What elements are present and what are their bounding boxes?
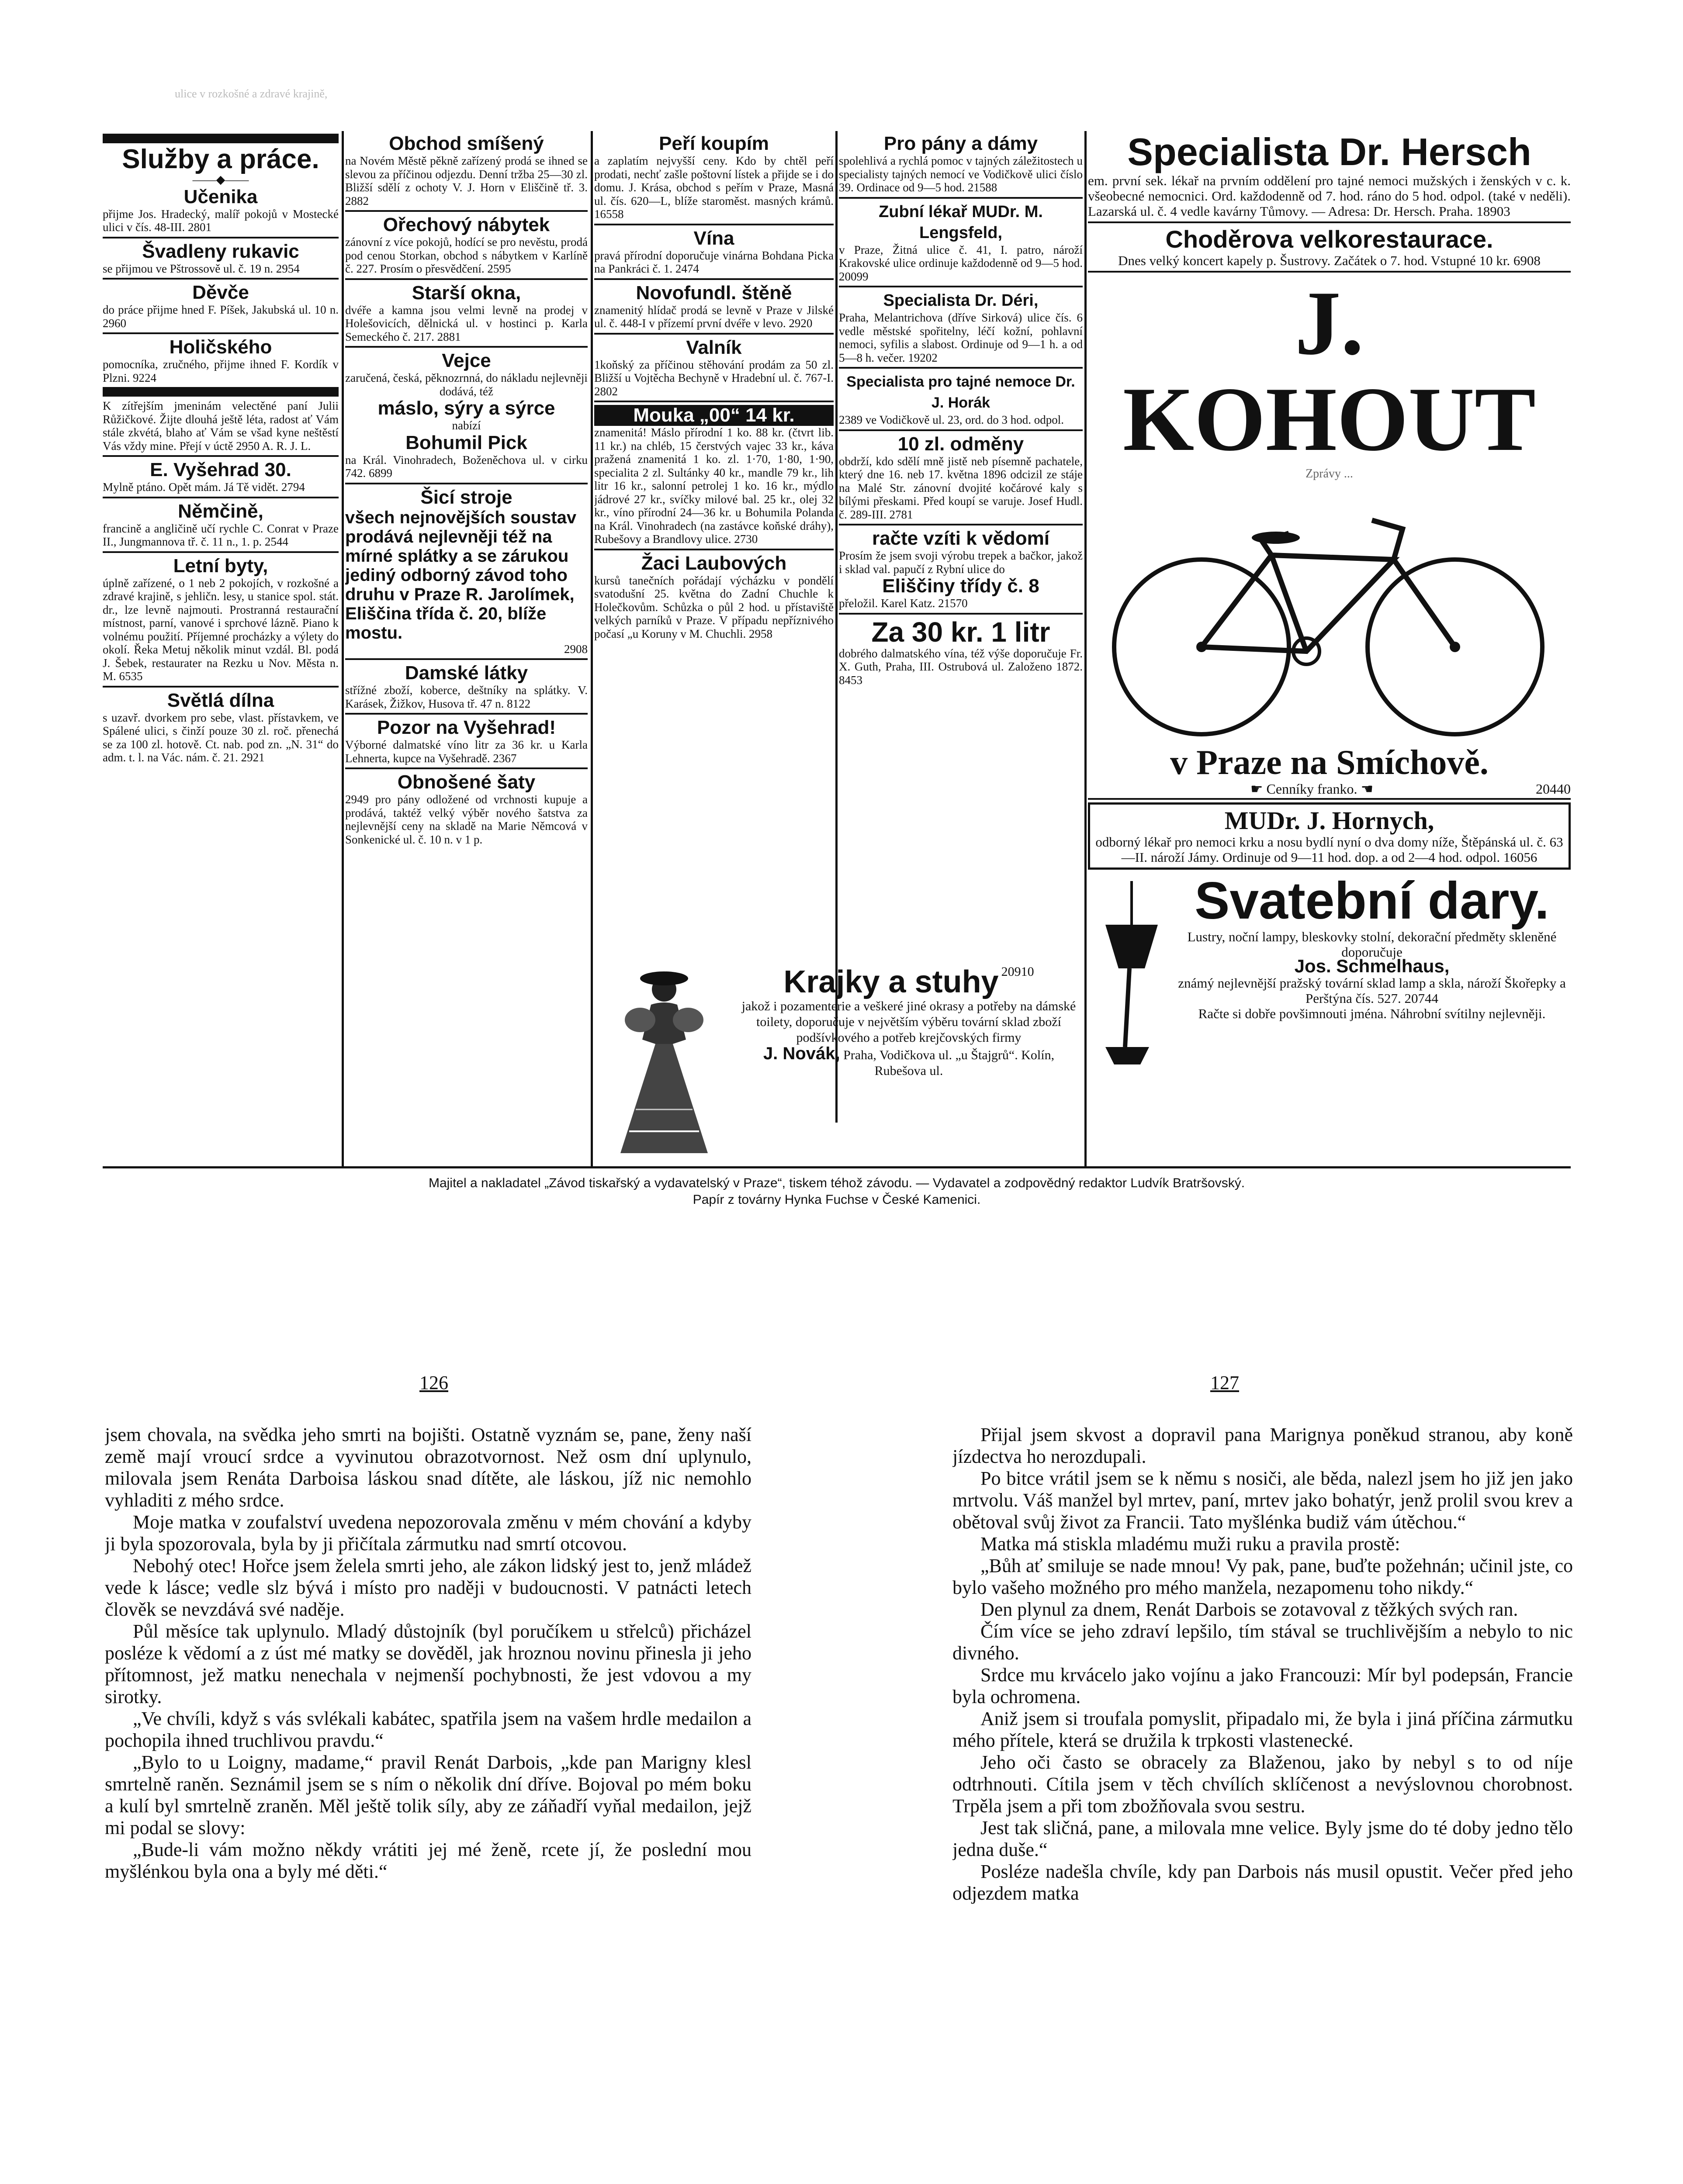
ad-heading: 10 zl. odměny bbox=[897, 433, 1024, 455]
ad-text: spolehlivá a rychlá pomoc v tajných záležitostech u specialisty tajných nemocí ve Vodičkově ulici číslo 39. Ordinace od 9—5 hod. 21588 bbox=[839, 154, 1083, 194]
ad-text: na Král. Vinohradech, Boženěchova ul. v cirku 742. 6899 bbox=[345, 453, 588, 480]
bottom-rule bbox=[103, 1166, 1571, 1168]
ad-text: francině a angličině učí rychle C. Conrat v Praze II., Jungmannova tř. č. 11 n., 1. p. 2544 bbox=[103, 522, 339, 548]
ad-text: znamenitý hlídač prodá se levně v Praze v Jilské ul. č. 448-I v přízemí první dvéře v levo. 2920 bbox=[594, 303, 834, 330]
bicycle-illustration bbox=[1088, 481, 1569, 743]
ad-heading: Peří koupím bbox=[659, 133, 769, 154]
price-list: Cenníky franko. bbox=[1266, 781, 1357, 797]
column-purchase-ads bbox=[594, 133, 834, 950]
page-number-left: 126 bbox=[419, 1372, 448, 1393]
paragraph: „Ve chvíli, když s vás svlékali kabátec, spatřila jsem na vašem hrdle medailon a pochopila ihned truchlivou pravdu.“ bbox=[105, 1708, 751, 1751]
ad-text: 2908 bbox=[564, 642, 588, 656]
paragraph: Aniž jsem si troufala pomyslit, připadalo mi, že byla i jiná příčina zármutku mého přítele, která se družila k trpkosti vlastenecké. bbox=[952, 1708, 1573, 1751]
ad-text: Lustry, noční lampy, bleskovky stolní, dekorační předměty skleněné doporučuje bbox=[1187, 929, 1557, 960]
ad-text: zaručená, česká, pěknozrnná, do nákladu nejlevněji dodává, též bbox=[345, 371, 588, 398]
ad-heading: Holičského bbox=[169, 336, 272, 358]
ad-text: znamenitá! Máslo přírodní 1 ko. 88 kr. (čtvrt lib. 11 kr.) na chléb, 15 čerstvých vajec 33 kr., káva pražená znamenitá 1 ko. zl. 1·70, 1·80, 1·90, specialita 2 zl. Sultánky 40 kr., mandle 79 kr., lih litr 16 kr., salonní petrolej 1 ko. 16 kr., mýdlo jádrové 27 kr., svíčky milové bal. 25 kr., olej 32 kr., víno přírodní 24—36 kr. u Bohumila Polanda na Král. Vinohradech (na zastávce koňské dráhy), Rubešovy a Brandlovy ulice. 2730 bbox=[594, 426, 834, 546]
ad-heading: Letní byty, bbox=[173, 555, 268, 577]
column-rule bbox=[342, 131, 344, 1166]
ad-number: 20440 bbox=[1536, 781, 1571, 797]
book-page-right bbox=[952, 1424, 1573, 2184]
ad-subtitle: Zprávy ... bbox=[1306, 467, 1353, 480]
header-fragment: ulice v rozkošné a zdravé krajině, bbox=[175, 87, 328, 100]
ad-text: v Praze, Žitná ulice č. 41, I. patro, nároží Krakovské ulice ordinuje každodenně od 9—5 hod. 20099 bbox=[839, 243, 1083, 283]
ad-text: Výborné dalmatské víno litr za 36 kr. u Karla Lehnerta, kupce na Vyšehradě. 2367 bbox=[345, 738, 588, 765]
paragraph: „Bylo to u Loigny, madame,“ pravil Renát Darbois, „kde pan Marigny klesl smrtelně raněn. Seznámil jsem se s ním o několik dní dříve. Bojoval po mém boku a kulí byl smrtelně zraněn. Měl ještě tolik síly, aby ze záňadří vyňal medailon, jejž mi podal se slovy: bbox=[105, 1752, 751, 1838]
ad-heading: Němčině, bbox=[178, 500, 263, 522]
column-rule bbox=[1084, 131, 1087, 1166]
ad-krajky bbox=[594, 965, 1083, 1162]
ad-title: J. KOHOUT bbox=[1122, 273, 1536, 470]
ad-text: K zítřejším jmeninám velectěné paní Julii Růžičkové. Žijte dlouhá ještě léta, radost ať Vám stále zkvétá, blaho ať Vám se všad kyne neštěstí Vás vždy mine. Přejí v úctě 2950 A. R. J. L. bbox=[103, 399, 339, 453]
ad-text: 2389 ve Vodičkově ul. 23, ord. do 3 hod. odpol. bbox=[839, 413, 1064, 426]
ad-heading: Šicí stroje bbox=[420, 486, 513, 508]
ad-heading: Zubní lékař MUDr. M. Lengsfeld, bbox=[879, 202, 1043, 242]
ad-heading: Vína bbox=[693, 227, 734, 249]
ad-heading: všech nejnovějších soustav prodává nejlevněji též na mírné splátky a se zárukou jediný odborný závod toho druhu v Praze R. Jarolímek, Eliščina třída č. 20, blíže mostu. bbox=[345, 508, 577, 643]
lady-illustration bbox=[599, 965, 730, 1158]
heavy-rule bbox=[103, 134, 339, 143]
section-title: Služby a práce. bbox=[122, 144, 319, 174]
ad-text: dobrého dalmatského vína, též výše doporučuje Fr. X. Guth, Praha, III. Ostrubová ul. Založeno 1872. 8453 bbox=[839, 646, 1083, 687]
ad-text: zánovní z více pokojů, hodící se pro nevěstu, prodá pod cenou Storkan, obchod s nábytkem v Karlíně č. 227. Prosím o přesvědčení. 2595 bbox=[345, 235, 588, 275]
paragraph: Matka má stiskla mladému muži ruku a pravila prostě: bbox=[980, 1533, 1400, 1555]
firm-name: Jos. Schmelhaus, bbox=[1294, 956, 1450, 976]
ad-heading: Valník bbox=[686, 336, 742, 358]
paragraph: Srdce mu krvácelo jako vojínu a jako Francouzi: Mír byl podepsán, Francie byla ochromena. bbox=[952, 1664, 1573, 1707]
paragraph: Po bitce vrátil jsem se k němu s nosiči, ale běda, nalezl jsem ho již jen jako mrtvolu. Váš manžel byl mrtev, paní, mrtev jako bohatýr, jenž prolil svou krev a obětoval svůj život za Francii. Tato myšlénka budiž vám útěchou.“ bbox=[952, 1468, 1573, 1533]
lamp-illustration bbox=[1088, 872, 1175, 1073]
ad-text: dvéře a kamna jsou velmi levně na prodej v Holešovicích, dělnická ul. v hostinci p. Karla Semeckého č. 217. 2881 bbox=[345, 303, 588, 343]
ad-text: Prosím že jsem svoji výrobu trepek a bačkor, jakož i sklad val. papučí z Rybní ulice do bbox=[839, 549, 1083, 576]
ad-heading: Vejce bbox=[442, 350, 491, 371]
ad-heading: Světlá dílna bbox=[167, 689, 274, 711]
ad-text: 2949 pro pány odložené od vrchnosti kupuje a prodává, taktéž velký výběr nového šatstva za nejlevnější ceny na skladě na Marie Němcová v Sonkenické ul. č. 10 n. v 1 p. bbox=[345, 793, 588, 846]
ad-heading: E. Vyšehrad 30. bbox=[150, 459, 291, 480]
ad-text: Praha, Vodičkova ul. „u Štajgrů“. Kolín, Rubešova ul. bbox=[843, 1048, 1055, 1078]
ad-text: odborný lékař pro nemoci krku a nosu bydlí nyní o dva domy níže, Štěpánská ul. č. 63—II. nároží Jámy. Ordinuje od 9—11 hod. dop. a od 2—4 hod. odpol. 16056 bbox=[1095, 834, 1563, 865]
column-rule bbox=[591, 131, 593, 1166]
ad-text: se přijmou ve Pštrossově ul. č. 19 n. 2954 bbox=[103, 262, 300, 275]
column-services bbox=[103, 131, 339, 1166]
ad-heading: Bohumil Pick bbox=[405, 432, 527, 453]
ad-text: a zaplatím nejvyšší ceny. Kdo by chtěl peří prodati, nechť zašle poštovní lístek a přijde se i do domu. J. Krása, obchod s peřím v Praze, Masná ul. čís. 620—L, blíže staroměst. masných krámů. 16558 bbox=[594, 154, 834, 221]
paragraph: Jest tak sličná, pane, a milovala mne velice. Byly jsme do té doby jedno tělo jedna duše.“ bbox=[952, 1817, 1573, 1860]
ad-text: s uzavř. dvorkem pro sebe, vlast. přístavkem, ve Spálené ulici, s činží pouze 30 zl. roč. přenechá se za 100 zl. hotově. Ct. nab. pod zn. „N. 31“ do adm. t. l. na Vác. nám. č. 21. 2921 bbox=[103, 711, 339, 764]
column-display-ads bbox=[1088, 131, 1571, 1166]
ornament: ——◆—— bbox=[192, 173, 249, 186]
ad-title: Choděrova velkorestaurace. bbox=[1165, 225, 1493, 253]
ad-heading: Novofundl. štěně bbox=[636, 282, 792, 304]
ad-text: Račte si dobře povšimnouti jména. Náhrobní svítilny nejlevněji. bbox=[1198, 1006, 1546, 1021]
paragraph: Jeho oči často se obracely za Blaženou, jako by nebyl s to od níje odtrhnouti. Cítila jsem v těch chvílích sklíčenost a nevýslovnou chorobnost. Trpěla jsem a při tom zbožňovala svou sestru. bbox=[952, 1752, 1573, 1817]
ad-text: známý nejlevnější pražský tovární sklad lamp a skla, nároží Škořepky a Perštýna čís. 527. 20744 bbox=[1178, 975, 1566, 1006]
imprint-line: Majitel a nakladatel „Závod tiskařský a vydavatelský v Praze“, tiskem téhož závodu. — Vydavatel a zodpovědný redaktor Ludvík Bratršovský. bbox=[428, 1176, 1245, 1190]
ad-text: na Novém Městě pěkně zařízený prodá se ihned se slevou za příčinou odjezdu. Denní tržba 25—30 zl. Bližší sdělí z ochoty V. J. Horn v Eliščině tř. 3. 2882 bbox=[345, 154, 588, 207]
ad-text: Praha, Melantrichova (dříve Sirková) ulice čís. 6 vedle městské spořitelny, léčí kožní, pohlavní nemoci, syfilis a slabost. Ordinuje od 9—1 h. a od 5—8 h. večer. 19202 bbox=[839, 311, 1083, 364]
ad-heading: máslo, sýry a sýrce bbox=[377, 397, 555, 419]
paragraph: „Bůh ať smiluje se nade mnou! Vy pak, pane, buďte požehnán; učinil jste, co bylo vašeho možného pro mého manžela, nezapomenu toho nikdy.“ bbox=[952, 1555, 1573, 1598]
paragraph: jsem chovala, na svědka jeho smrti na bojišti. Ostatně vyznám se, pane, ženy naší země mají vroucí srdce a vyvinutou obrazotvornost. Než osm dní uplynulo, milovala jsem Renáta Darboisa láskou snad dítěte, ale láskou, jíž nic nemohlo vyhladiti z mého srdce. bbox=[105, 1424, 751, 1511]
ad-heading: Specialista Dr. Déri, bbox=[883, 291, 1039, 310]
paragraph: Půl měsíce tak uplynulo. Mladý důstojník (byl poručíkem u střelců) přicházel posléze k vědomí a z úst mé matky se dověděl, jak hroznou novinu přinesla ji jeho přítomnost, jež matku nenechala v nejmenší pochybnosti, že jest vdovou a my sirotky. bbox=[105, 1621, 751, 1707]
paragraph: Posléze nadešla chvíle, kdy pan Darbois nás musil opustit. Večer před jeho odjezdem matka bbox=[952, 1861, 1573, 1904]
imprint bbox=[103, 1175, 1571, 1223]
paragraph: Čím více se jeho zdraví lepšilo, tím stával se truchlivějším a nebylo to nic divného. bbox=[952, 1621, 1573, 1664]
ad-text: jakož i pozamenterie a veškeré jiné okrasy a potřeby na dámské toilety, doporučuje v největším výběru tovární sklad zboží podšívkového a potřeb krejčovských firmy bbox=[741, 999, 1076, 1045]
ad-heading: Obnošené šaty bbox=[397, 771, 536, 793]
ad-text: přijme Jos. Hradecký, malíř pokojů v Mostecké ulici v čís. 48-III. 2801 bbox=[103, 207, 339, 234]
ad-text: nabízí bbox=[452, 419, 481, 432]
ad-text: pomocníka, zručného, přijme ihned F. Kordík v Plzni. 9224 bbox=[103, 358, 339, 384]
page-number-right: 127 bbox=[1210, 1372, 1239, 1393]
imprint-line: Papír z továrny Hynka Fuchse v České Kamenici. bbox=[693, 1192, 981, 1207]
column-medical-ads bbox=[839, 133, 1083, 950]
ad-heading: Děvče bbox=[192, 282, 249, 303]
heavy-rule bbox=[103, 387, 339, 397]
ad-text: 1koňský za příčinou stěhování prodám za 50 zl. Bližší u Vojtěcha Bechyně v Hradební ul. č. 767-I. 2802 bbox=[594, 358, 834, 398]
ad-text: do práce přijme hned F. Píšek, Jakubská ul. 10 n. 2960 bbox=[103, 303, 339, 330]
ad-heading: Pozor na Vyšehrad! bbox=[377, 717, 556, 738]
ad-text: obdrží, kdo sdělí mně jistě neb písemně pachatele, který dne 16. neb 17. května 1896 odcizil ze stáje na Malé Str. zánovní dvojité kočárové kaly s bílými přeskami. Před koupí se varuje. Josef Hudl. č. 289-III. 2781 bbox=[839, 454, 1083, 521]
ad-text: pravá přírodní doporučuje vinárna Bohdana Picka na Pankráci č. 1. 2474 bbox=[594, 249, 834, 275]
ad-heading: Specialista pro tajné nemoce Dr. J. Horák bbox=[846, 373, 1075, 411]
book-page-left bbox=[105, 1424, 751, 2184]
ad-number: 20910 bbox=[1001, 965, 1034, 979]
paragraph: Nebohý otec! Hořce jsem želela smrti jeho, ale zákon lidský jest to, jenž mládež vede k lásce; vedle slz bývá i místo pro naději v budoucnosti. V patnácti letech člověk se nevzdává své naděje. bbox=[105, 1555, 751, 1620]
ad-heading: Švadleny rukavic bbox=[142, 240, 299, 262]
ad-text: střížné zboží, koberce, deštníky na splátky. V. Karásek, Žižkov, Husova tř. 47 n. 8122 bbox=[345, 684, 588, 710]
ad-title: Specialista Dr. Hersch bbox=[1127, 131, 1531, 173]
ad-heading: Starší okna, bbox=[412, 282, 521, 304]
paragraph: Přijal jsem skvost a dopravil pana Marignya poněkud stranou, aby koně jízdectva ho nerozdupali. bbox=[952, 1424, 1573, 1467]
ad-heading: Pro pány a dámy bbox=[883, 133, 1038, 154]
ad-heading: Učenika bbox=[184, 186, 258, 207]
city-line: v Praze na Smíchově. bbox=[1170, 743, 1489, 782]
ad-heading: Za 30 kr. 1 litr bbox=[871, 616, 1050, 648]
paragraph: Moje matka v zoufalství uvedena nepozorovala změnu v mém chování a kdyby ji byla spozorovala, byla by ji přičítala zármutku nad smrtí otcovou. bbox=[105, 1511, 751, 1555]
ad-text: Mylně ptáno. Opět mám. Já Tě vidět. 2794 bbox=[103, 480, 305, 494]
ad-heading: Obchod smíšený bbox=[389, 133, 544, 154]
ad-heading: Eliščiny třídy č. 8 bbox=[882, 575, 1039, 597]
paragraph: Den plynul za dnem, Renát Darbois se zotavoval z těžkých svých ran. bbox=[980, 1599, 1518, 1620]
ad-heading: Mouka „00“ 14 kr. bbox=[594, 405, 834, 426]
paragraph: „Bude-li vám možno někdy vrátiti jej mé ženě, rcete jí, že poslední mou myšlénkou byla ona a byly mé děti.“ bbox=[105, 1839, 751, 1882]
column-misc-ads bbox=[345, 133, 588, 1166]
ad-title: Krajky a stuhy bbox=[783, 965, 999, 999]
ad-text: přeložil. Karel Katz. 21570 bbox=[839, 597, 968, 610]
hand-icon: ☛ bbox=[1250, 781, 1267, 797]
firm-name: J. Novák, bbox=[763, 1044, 840, 1063]
ad-heading: Ořechový nábytek bbox=[383, 214, 550, 235]
ad-text: úplně zařízené, o 1 neb 2 pokojích, v rozkošné a zdravé krajině, s jehličn. lesy, u stanice spol. stát. dr., lze levně najmouti. Prostranná restaurační místnost, parní, vanové i sprchové lázně. Piano k volnému použití. Příjemné procházky a výlety do okolí. Řeka Metuj několik minut vzdál. Bl. podá J. Šebek, restaurater na Rezku u Nov. Města n. M. 6535 bbox=[103, 576, 339, 683]
ad-text: em. první sek. lékař na prvním oddělení pro tajné nemoci mužských i ženských v c. k. všeobecné nemocnici. Ord. každodenně od 7. hod. ráno do 5 hod. odpol. (také v neděli). Lazarská ul. č. 4 vedle kavárny Tůmovy. — Adresa: Dr. Hersch. Praha. 18903 bbox=[1088, 173, 1571, 219]
ad-title: MUDr. J. Hornych, bbox=[1224, 806, 1434, 835]
hand-icon: ☚ bbox=[1357, 781, 1374, 797]
ad-text: Dnes velký koncert kapely p. Šustrovy. Začátek o 7. hod. Vstupné 10 kr. 6908 bbox=[1118, 253, 1541, 268]
ad-heading: Žaci Laubových bbox=[641, 552, 787, 574]
ad-text: kursů tanečních pořádají výcházku v pondělí svatodušní 25. května do Zadní Chuchle k Holečkovům. Schůzka o půl 2 hod. u přístaviště velkých parníků v Praze. V případu nepříznivého počasí „u Koruny v M. Chuchli. 2958 bbox=[594, 574, 834, 640]
ad-title: Svatební dary. bbox=[1195, 871, 1549, 930]
ad-heading: Damské látky bbox=[405, 662, 528, 684]
ad-heading: račte vzíti k vědomí bbox=[872, 528, 1049, 549]
